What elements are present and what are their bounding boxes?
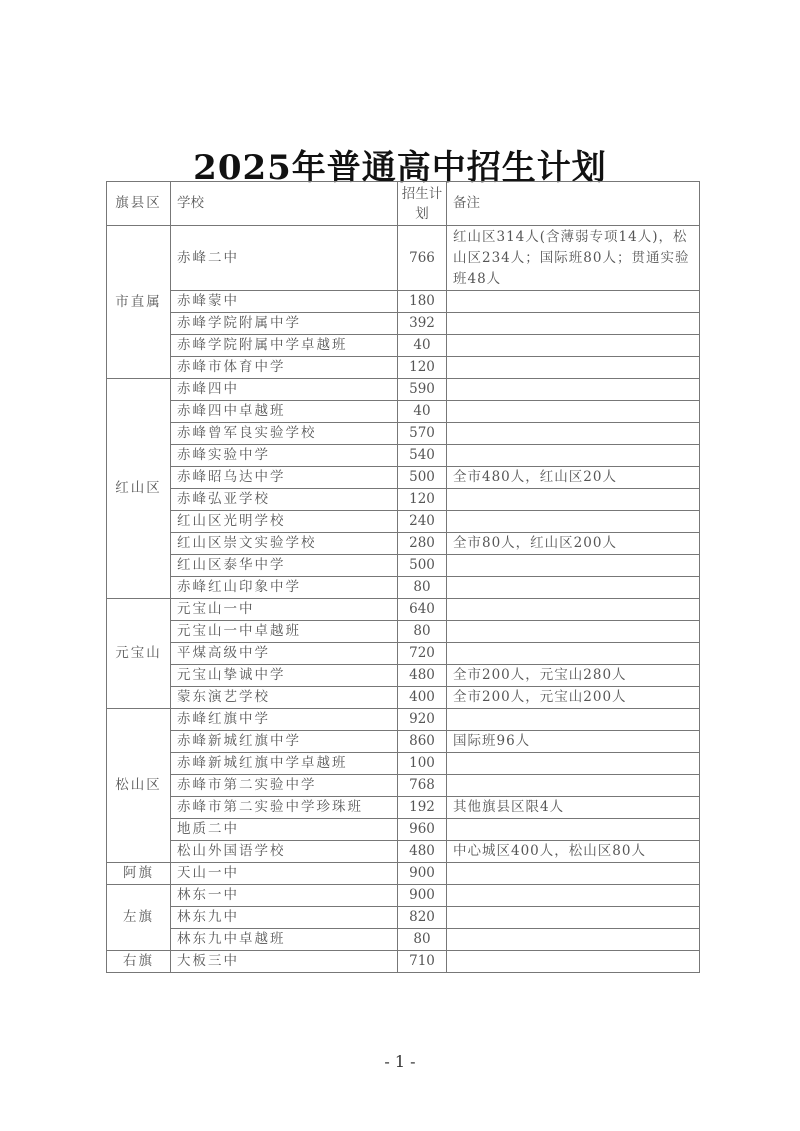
table-row bbox=[107, 335, 700, 357]
note-cell bbox=[447, 885, 700, 907]
table-row bbox=[107, 599, 700, 621]
school-cell: 赤峰弘亚学校 bbox=[171, 489, 398, 511]
plan-cell: 720 bbox=[398, 643, 447, 665]
note-cell bbox=[447, 313, 700, 335]
plan-cell: 540 bbox=[398, 445, 447, 467]
district-cell: 红山区 bbox=[107, 379, 171, 599]
plan-cell: 570 bbox=[398, 423, 447, 445]
school-cell: 赤峰学院附属中学卓越班 bbox=[171, 335, 398, 357]
school-cell: 元宝山一中卓越班 bbox=[171, 621, 398, 643]
school-cell: 红山区崇文实验学校 bbox=[171, 533, 398, 555]
plan-cell: 900 bbox=[398, 885, 447, 907]
school-cell: 平煤高级中学 bbox=[171, 643, 398, 665]
plan-cell: 768 bbox=[398, 775, 447, 797]
school-cell: 赤峰市第二实验中学 bbox=[171, 775, 398, 797]
school-cell: 赤峰四中 bbox=[171, 379, 398, 401]
table-row bbox=[107, 423, 700, 445]
table-row bbox=[107, 467, 700, 489]
note-cell bbox=[447, 357, 700, 379]
note-cell bbox=[447, 555, 700, 577]
table-row bbox=[107, 775, 700, 797]
note-cell: 红山区314人(含薄弱专项14人)，松山区234人；国际班80人；贯通实验班48人 bbox=[447, 226, 700, 291]
note-cell bbox=[447, 445, 700, 467]
school-cell: 元宝山挚诚中学 bbox=[171, 665, 398, 687]
table-row bbox=[107, 951, 700, 973]
plan-cell: 120 bbox=[398, 489, 447, 511]
note-cell: 中心城区400人，松山区80人 bbox=[447, 841, 700, 863]
table-row bbox=[107, 226, 700, 291]
district-cell: 松山区 bbox=[107, 709, 171, 863]
plan-cell: 710 bbox=[398, 951, 447, 973]
table-row bbox=[107, 841, 700, 863]
plan-cell: 920 bbox=[398, 709, 447, 731]
table-row bbox=[107, 907, 700, 929]
plan-cell: 280 bbox=[398, 533, 447, 555]
plan-cell: 40 bbox=[398, 401, 447, 423]
note-cell bbox=[447, 423, 700, 445]
plan-cell: 900 bbox=[398, 863, 447, 885]
table-row bbox=[107, 797, 700, 819]
note-cell bbox=[447, 599, 700, 621]
table-row bbox=[107, 621, 700, 643]
plan-cell: 240 bbox=[398, 511, 447, 533]
school-cell: 天山一中 bbox=[171, 863, 398, 885]
note-cell bbox=[447, 753, 700, 775]
table-row bbox=[107, 929, 700, 951]
plan-cell: 500 bbox=[398, 555, 447, 577]
plan-cell: 120 bbox=[398, 357, 447, 379]
plan-cell: 40 bbox=[398, 335, 447, 357]
school-cell: 赤峰新城红旗中学卓越班 bbox=[171, 753, 398, 775]
note-cell bbox=[447, 907, 700, 929]
table-row bbox=[107, 687, 700, 709]
school-cell: 赤峰实验中学 bbox=[171, 445, 398, 467]
school-cell: 松山外国语学校 bbox=[171, 841, 398, 863]
table-row bbox=[107, 577, 700, 599]
table-row bbox=[107, 643, 700, 665]
school-cell: 地质二中 bbox=[171, 819, 398, 841]
school-cell: 大板三中 bbox=[171, 951, 398, 973]
note-cell: 其他旗县区限4人 bbox=[447, 797, 700, 819]
school-cell: 赤峰市体育中学 bbox=[171, 357, 398, 379]
table-body bbox=[107, 226, 700, 973]
district-cell: 右旗 bbox=[107, 951, 171, 973]
plan-cell: 392 bbox=[398, 313, 447, 335]
plan-cell: 640 bbox=[398, 599, 447, 621]
note-cell: 全市200人，元宝山280人 bbox=[447, 665, 700, 687]
header-plan: 招生计划 bbox=[398, 182, 447, 226]
plan-cell: 192 bbox=[398, 797, 447, 819]
plan-cell: 180 bbox=[398, 291, 447, 313]
school-cell: 赤峰学院附属中学 bbox=[171, 313, 398, 335]
table-row bbox=[107, 863, 700, 885]
plan-cell: 820 bbox=[398, 907, 447, 929]
school-cell: 赤峰红山印象中学 bbox=[171, 577, 398, 599]
note-cell bbox=[447, 621, 700, 643]
school-cell: 红山区光明学校 bbox=[171, 511, 398, 533]
note-cell: 全市480人，红山区20人 bbox=[447, 467, 700, 489]
table-row bbox=[107, 313, 700, 335]
school-cell: 林东一中 bbox=[171, 885, 398, 907]
district-cell: 阿旗 bbox=[107, 863, 171, 885]
note-cell bbox=[447, 489, 700, 511]
school-cell: 赤峰昭乌达中学 bbox=[171, 467, 398, 489]
note-cell bbox=[447, 863, 700, 885]
table-row bbox=[107, 819, 700, 841]
note-cell bbox=[447, 511, 700, 533]
note-cell bbox=[447, 643, 700, 665]
district-cell: 元宝山 bbox=[107, 599, 171, 709]
school-cell: 赤峰蒙中 bbox=[171, 291, 398, 313]
district-cell: 市直属 bbox=[107, 226, 171, 379]
note-cell bbox=[447, 335, 700, 357]
table-row bbox=[107, 665, 700, 687]
header-district: 旗县区 bbox=[107, 182, 171, 226]
school-cell: 赤峰二中 bbox=[171, 226, 398, 291]
table-row bbox=[107, 489, 700, 511]
plan-cell: 960 bbox=[398, 819, 447, 841]
school-cell: 赤峰红旗中学 bbox=[171, 709, 398, 731]
note-cell bbox=[447, 577, 700, 599]
school-cell: 赤峰四中卓越班 bbox=[171, 401, 398, 423]
page-number: - 1 - bbox=[384, 1052, 416, 1071]
plan-cell: 80 bbox=[398, 929, 447, 951]
school-cell: 赤峰曾军良实验学校 bbox=[171, 423, 398, 445]
plan-cell: 500 bbox=[398, 467, 447, 489]
note-cell bbox=[447, 775, 700, 797]
table-row bbox=[107, 291, 700, 313]
note-cell: 国际班96人 bbox=[447, 731, 700, 753]
plan-cell: 80 bbox=[398, 621, 447, 643]
note-cell: 全市80人，红山区200人 bbox=[447, 533, 700, 555]
plan-cell: 480 bbox=[398, 841, 447, 863]
table-row bbox=[107, 533, 700, 555]
table-row bbox=[107, 555, 700, 577]
school-cell: 林东九中卓越班 bbox=[171, 929, 398, 951]
table-row bbox=[107, 709, 700, 731]
note-cell bbox=[447, 951, 700, 973]
note-cell bbox=[447, 379, 700, 401]
header-note: 备注 bbox=[447, 182, 700, 226]
note-cell bbox=[447, 709, 700, 731]
plan-cell: 590 bbox=[398, 379, 447, 401]
school-cell: 赤峰市第二实验中学珍珠班 bbox=[171, 797, 398, 819]
header-school: 学校 bbox=[171, 182, 398, 226]
table-row bbox=[107, 401, 700, 423]
table-row bbox=[107, 753, 700, 775]
plan-cell: 860 bbox=[398, 731, 447, 753]
note-cell bbox=[447, 291, 700, 313]
district-cell: 左旗 bbox=[107, 885, 171, 951]
plan-cell: 400 bbox=[398, 687, 447, 709]
table-row bbox=[107, 885, 700, 907]
table-row bbox=[107, 511, 700, 533]
plan-cell: 766 bbox=[398, 226, 447, 291]
table-header-row bbox=[107, 182, 700, 226]
note-cell: 全市200人，元宝山200人 bbox=[447, 687, 700, 709]
plan-cell: 480 bbox=[398, 665, 447, 687]
note-cell bbox=[447, 929, 700, 951]
note-cell bbox=[447, 819, 700, 841]
table-row bbox=[107, 379, 700, 401]
table-row bbox=[107, 357, 700, 379]
school-cell: 赤峰新城红旗中学 bbox=[171, 731, 398, 753]
note-cell bbox=[447, 401, 700, 423]
table-row bbox=[107, 445, 700, 467]
school-cell: 林东九中 bbox=[171, 907, 398, 929]
school-cell: 红山区泰华中学 bbox=[171, 555, 398, 577]
school-cell: 蒙东演艺学校 bbox=[171, 687, 398, 709]
school-cell: 元宝山一中 bbox=[171, 599, 398, 621]
plan-cell: 80 bbox=[398, 577, 447, 599]
table-row bbox=[107, 731, 700, 753]
page-title: 2025年普通高中招生计划 bbox=[193, 148, 607, 188]
plan-cell: 100 bbox=[398, 753, 447, 775]
enrollment-plan-table bbox=[106, 181, 700, 973]
